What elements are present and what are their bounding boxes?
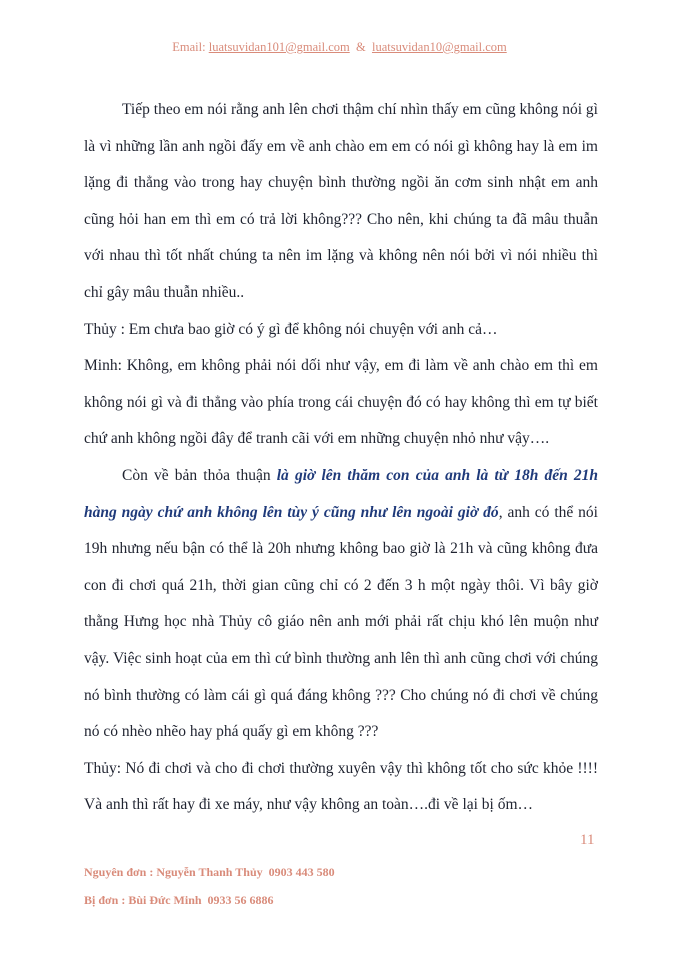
plaintiff-phone: 0903 443 580 — [268, 865, 335, 879]
paragraph-minh: Minh: Không, em không phải nói dối như vậy, em đi làm về anh chào em thì em không nói gì và đi thẳng vào phía trong cái chuyện đó có hay không thì em tự biết chứ anh không ngồi đây để tranh cãi với em những chuyện nhỏ như vậy…. — [84, 357, 598, 448]
paragraph-thuy-1: Thủy : Em chưa bao giờ có ý gì để không nói chuyện với anh cả… — [84, 320, 498, 338]
agreement-intro: Còn về bản thỏa thuận — [122, 466, 277, 484]
footer-defendant — [84, 893, 274, 908]
email-label: Email: — [172, 40, 206, 54]
paragraph-1: Tiếp theo em nói rằng anh lên chơi thậm chí nhìn thấy em cũng không nói gì là vì những lần anh ngồi đấy em về anh chào em em có nói gì không hay là em im lặng đi thẳng vào trong hay chuyện bình thường ngồi ăn cơm sinh nhật em anh cũng hỏi han em thì em có trả lời không??? Cho nên, khi chúng ta đã mâu thuẫn với nhau thì tốt nhất chúng ta nên im lặng và không nên nói bởi vì nói nhiều thì chỉ gây mâu thuẫn nhiều.. — [84, 101, 598, 301]
document-body — [84, 92, 598, 824]
agreement-emphasis: là giờ lên thăm con của anh là từ 18h đến 21h hàng ngày chứ anh không lên tùy ý cũng như lên ngoài giờ đó — [84, 466, 598, 521]
plaintiff-name: Nguyên đơn : Nguyễn Thanh Thủy — [84, 865, 263, 879]
paragraph-thuy-2: Thủy: Nó đi chơi và cho đi chơi thường xuyên vậy thì không tốt cho sức khỏe !!!! Và anh thì rất hay đi xe máy, như vậy không an toàn….đi về lại bị ốm… — [84, 759, 598, 814]
email-link-1[interactable]: luatsuvidan101@gmail.com — [208, 40, 350, 54]
agreement-rest: , anh có thể nói 19h nhưng nếu bận có thể là 20h nhưng không bao giờ là 21h và cũng không đưa con đi chơi quá 21h, thời gian cũng chỉ có 2 đến 3 h một ngày thôi. Vì bây giờ thằng Hưng học nhà Thủy cô giáo nên anh mới phải rất chịu khó lên muộn như vậy. Việc sinh hoạt của em thì cứ bình thường anh lên thì anh cũng chơi với chúng nó bình thường có làm cái gì quá đáng không ??? Cho chúng nó đi chơi về chúng nó có nhèo nhẽo hay phá quấy gì em không ??? — [84, 503, 598, 741]
email-header — [0, 40, 679, 55]
footer-plaintiff — [84, 865, 335, 880]
email-link-2[interactable]: luatsuvidan10@gmail.com — [371, 40, 507, 54]
defendant-name: Bị đơn : Bùi Đức Minh — [84, 893, 202, 907]
paragraph-agreement — [84, 458, 598, 751]
defendant-phone: 0933 56 6886 — [207, 893, 274, 907]
page-number: 11 — [580, 832, 595, 848]
email-separator: & — [355, 40, 366, 54]
